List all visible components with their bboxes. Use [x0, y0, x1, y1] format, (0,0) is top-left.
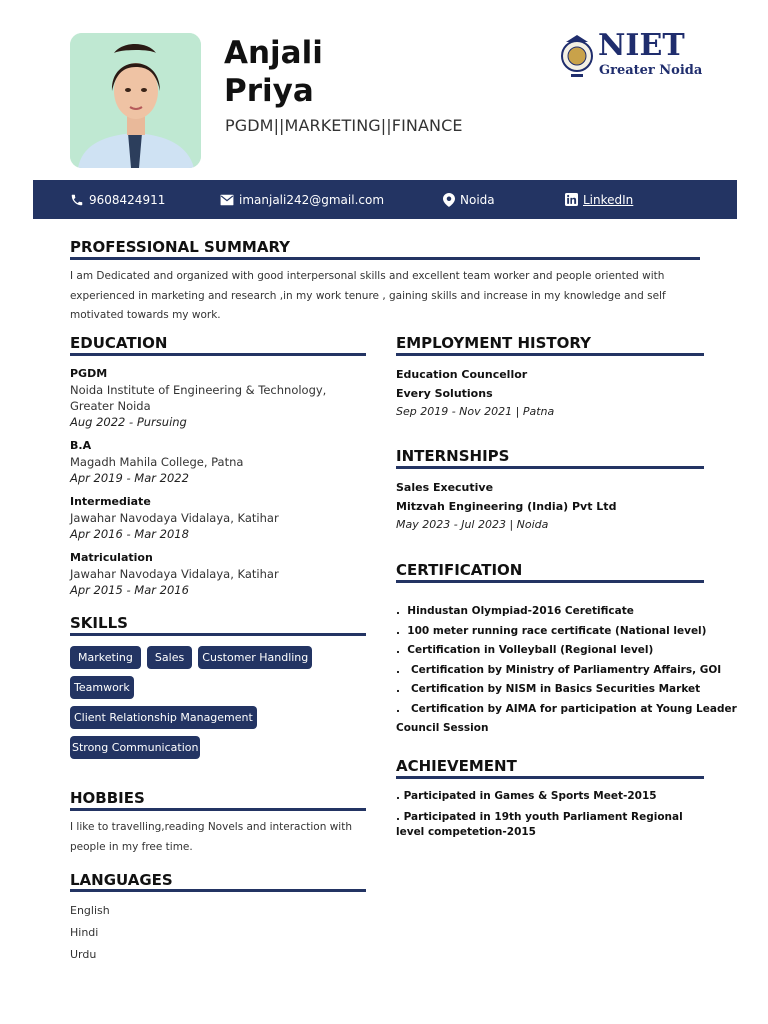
education-degree: PGDM: [70, 367, 108, 380]
language-item: English: [70, 904, 110, 917]
summary-title: PROFESSIONAL SUMMARY: [70, 238, 291, 256]
education-degree: Matriculation: [70, 551, 153, 564]
education-institute: Magadh Mahila College, Patna: [70, 455, 244, 469]
employment-role: Education Councellor: [396, 368, 528, 381]
education-dates: Apr 2019 - Mar 2022: [70, 471, 189, 485]
email-text: imanjali242@gmail.com: [239, 192, 385, 207]
niet-logo: [560, 30, 710, 80]
contact-location: [443, 180, 495, 219]
achievement-list: [396, 787, 696, 840]
internships-title: INTERNSHIPS: [396, 447, 510, 465]
employment-rule: [396, 353, 704, 356]
skills-tags: [70, 646, 370, 766]
internship-entry: [396, 478, 704, 534]
certification-list: [396, 602, 737, 739]
education-dates: Apr 2016 - Mar 2018: [70, 527, 189, 541]
linkedin-icon: [565, 193, 578, 206]
location-pin-icon: [443, 193, 455, 207]
certification-item: Council Session: [396, 722, 489, 734]
name-last: Priya: [224, 73, 314, 109]
certification-item: . 100 meter running race certificate (National level): [396, 624, 707, 637]
education-rule: [70, 353, 366, 356]
summary-text: I am Dedicated and organized with good interpersonal skills and excellent team worker and people oriented with experienced in marketing and research ,in my work tenure , gaining skills and increase in my knowledge and self motivated towards my work.: [70, 270, 666, 322]
contact-bar: [33, 180, 737, 219]
internships-rule: [396, 466, 704, 469]
linkedin-link[interactable]: LinkedIn: [583, 192, 634, 207]
name-first: Anjali: [224, 35, 323, 71]
location-text: Noida: [460, 192, 495, 207]
education-list: [70, 366, 366, 606]
summary-rule: [70, 257, 700, 260]
languages-title: LANGUAGES: [70, 871, 173, 889]
certification-title: CERTIFICATION: [396, 561, 523, 579]
candidate-name: [224, 34, 323, 110]
education-title: EDUCATION: [70, 334, 168, 352]
hobbies-title: HOBBIES: [70, 789, 145, 807]
achievement-item: . Participated in 19th youth Parliament Regional level competetion-2015: [396, 810, 683, 838]
certification-item: . Certification by AIMA for participation at Young Leader: [396, 702, 737, 715]
certification-item: . Certification in Volleyball (Regional level): [396, 644, 654, 656]
seal-icon: [560, 32, 594, 78]
achievement-item: . Participated in Games & Sports Meet-2015: [396, 790, 657, 802]
language-item: Hindi: [70, 926, 99, 939]
contact-email[interactable]: [220, 180, 384, 219]
mail-icon: [220, 194, 234, 206]
hobbies-rule: [70, 808, 366, 811]
certification-item: . Hindustan Olympiad-2016 Ceretificate: [396, 605, 634, 617]
logo-title: NIET: [598, 28, 685, 63]
skill-tag: Teamwork: [70, 676, 134, 699]
skill-tag: Client Relationship Management: [70, 706, 257, 729]
certification-item: . Certification by NISM in Basics Securities Market: [396, 683, 701, 695]
skills-title: SKILLS: [70, 614, 128, 632]
education-institute: Noida Institute of Engineering & Technology, Greater Noida: [70, 383, 327, 413]
internship-company: Mitzvah Engineering (India) Pvt Ltd: [396, 500, 617, 513]
education-degree: Intermediate: [70, 495, 151, 508]
achievement-rule: [396, 776, 704, 779]
certification-item: . Certification by Ministry of Parliamentry Affairs, GOI: [396, 663, 722, 676]
education-item: [70, 366, 366, 430]
internship-dates: May 2023 - Jul 2023 | Noida: [396, 518, 549, 531]
languages-rule: [70, 889, 366, 892]
skill-tag: Marketing: [70, 646, 141, 669]
phone-icon: [70, 193, 84, 207]
skill-tag: Customer Handling: [198, 646, 312, 669]
employment-dates: Sep 2019 - Nov 2021 | Patna: [396, 405, 555, 418]
languages-list: [70, 900, 360, 966]
education-degree: B.A: [70, 439, 92, 452]
achievement-title: ACHIEVEMENT: [396, 757, 517, 775]
skill-tag: Strong Communication: [70, 736, 200, 759]
profile-photo: [70, 33, 201, 168]
education-item: [70, 438, 366, 486]
candidate-role: PGDM||MARKETING||FINANCE: [225, 116, 463, 135]
skills-rule: [70, 633, 366, 636]
logo-subtitle: Greater Noida: [599, 63, 703, 78]
phone-text: 9608424911: [89, 192, 166, 207]
certification-rule: [396, 580, 704, 583]
education-institute: Jawahar Navodaya Vidalaya, Katihar: [70, 567, 279, 581]
contact-linkedin[interactable]: [565, 180, 633, 219]
employment-title: EMPLOYMENT HISTORY: [396, 334, 591, 352]
internship-role: Sales Executive: [396, 481, 494, 494]
education-dates: Aug 2022 - Pursuing: [70, 415, 187, 429]
employment-entry: [396, 365, 704, 421]
language-item: Urdu: [70, 948, 97, 961]
employment-company: Every Solutions: [396, 387, 493, 400]
education-item: [70, 550, 366, 598]
skill-tag: Sales: [147, 646, 192, 669]
hobbies-text: I like to travelling,reading Novels and interaction with people in my free time.: [70, 821, 352, 853]
contact-phone: [70, 180, 165, 219]
education-institute: Jawahar Navodaya Vidalaya, Katihar: [70, 511, 279, 525]
education-dates: Apr 2015 - Mar 2016: [70, 583, 189, 597]
education-item: [70, 494, 366, 542]
